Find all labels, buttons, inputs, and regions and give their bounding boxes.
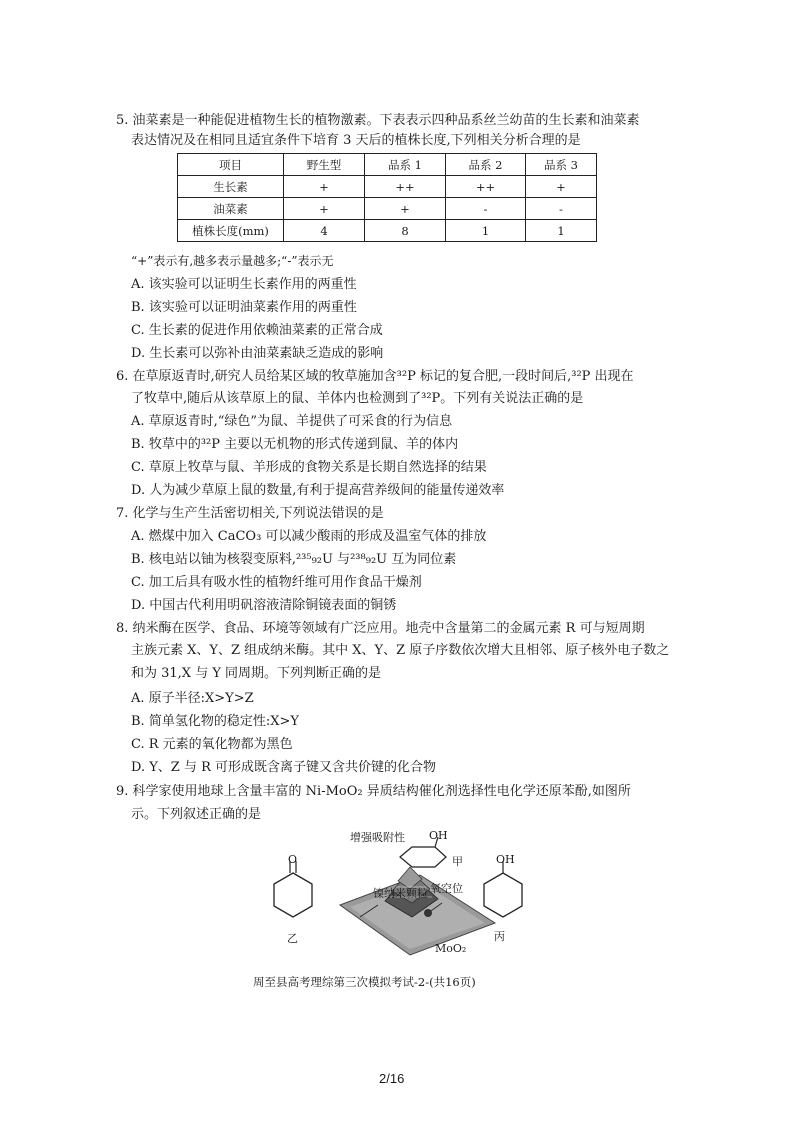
q8-stem-line1: 8. 纳米酶在医学、食品、环境等领域有广泛应用。地壳中含量第二的金属元素 R 可与短周期 xyxy=(116,621,645,636)
table-cell: + xyxy=(284,176,365,198)
label-oh-right: OH xyxy=(496,853,515,866)
q6-option-d: D. 人为减少草原上鼠的数量,有利于提高营养级间的能量传递效率 xyxy=(131,483,505,498)
table-row xyxy=(178,198,597,220)
table-cell: 4 xyxy=(284,220,365,242)
table-cell: + xyxy=(365,198,446,220)
q8-option-c: C. R 元素的氧化物都为黑色 xyxy=(131,737,293,752)
label-oxygen-vacancy: 氧空位 xyxy=(430,882,463,895)
q9-stem-line1: 9. 科学家使用地球上含量丰富的 Ni-MoO₂ 异质结构催化剂选择性电化学还原苯酚,如图所 xyxy=(116,784,631,799)
table-header-row xyxy=(178,154,597,176)
table-cell: 植株长度(mm) xyxy=(178,220,284,242)
q8-stem-line2: 主族元素 X、Y、Z 组成纳米酶。其中 X、Y、Z 原子序数依次增大且相邻、原子核外电子数之 xyxy=(131,643,670,658)
table-header-cell: 项目 xyxy=(178,154,284,176)
label-oh-top: OH xyxy=(429,829,448,842)
label-jia: 甲 xyxy=(452,855,463,868)
q5-data-table xyxy=(177,153,597,242)
cyclohexanone-molecule xyxy=(268,855,318,935)
label-ni-nanoparticle: 镍纳米颗粒 xyxy=(373,887,428,900)
label-moo2: MoO₂ xyxy=(435,942,467,955)
q5-option-c: C. 生长素的促进作用依赖油菜素的正常合成 xyxy=(131,323,383,338)
table-cell: - xyxy=(446,198,526,220)
q7-option-a: A. 燃煤中加入 CaCO₃ 可以减少酸雨的形成及温室气体的排放 xyxy=(131,529,487,544)
q5-option-d: D. 生长素可以弥补由油菜素缺乏造成的影响 xyxy=(131,346,384,361)
q6-option-c: C. 草原上牧草与鼠、羊形成的食物关系是长期自然选择的结果 xyxy=(131,460,487,475)
page-footer: 周至县高考理综第三次模拟考试-2-(共16页) xyxy=(253,975,476,989)
table-row xyxy=(178,220,597,242)
table-header-cell: 品系 1 xyxy=(365,154,446,176)
cyclohexanol-molecule xyxy=(478,855,528,935)
q8-option-d: D. Y、Z 与 R 可形成既含离子键又含共价键的化合物 xyxy=(131,760,437,775)
q5-option-b: B. 该实验可以证明油菜素作用的两重性 xyxy=(131,300,357,315)
page-number: 2/16 xyxy=(379,1071,405,1086)
q5-option-a: A. 该实验可以证明生长素作用的两重性 xyxy=(131,277,357,292)
table-cell: + xyxy=(284,198,365,220)
table-row xyxy=(178,176,597,198)
table-cell: 生长素 xyxy=(178,176,284,198)
q8-option-b: B. 简单氢化物的稳定性:X>Y xyxy=(131,714,299,729)
table-cell: 油菜素 xyxy=(178,198,284,220)
table-cell: - xyxy=(526,198,597,220)
table-cell: ++ xyxy=(365,176,446,198)
q8-option-a: A. 原子半径:X>Y>Z xyxy=(131,691,254,706)
table-cell: 1 xyxy=(446,220,526,242)
table-header-cell: 品系 3 xyxy=(526,154,597,176)
q7-option-b: B. 核电站以铀为核裂变原料,²³⁵₉₂U 与²³⁸₉₂U 互为同位素 xyxy=(131,552,457,567)
q7-option-d: D. 中国古代利用明矾溶液清除铜镜表面的铜锈 xyxy=(131,598,397,613)
q5-table-note: “+”表示有,越多表示量越多;“-”表示无 xyxy=(131,254,334,268)
table-cell: 1 xyxy=(526,220,597,242)
q9-stem-line2: 示。下列叙述正确的是 xyxy=(131,807,262,822)
label-o: O xyxy=(288,853,298,866)
q6-option-a: A. 草原返青时,“绿色”为鼠、羊提供了可采食的行为信息 xyxy=(131,414,453,429)
q5-stem-line1: 5. 油菜素是一种能促进植物生长的植物激素。下表表示四种品系丝兰幼苗的生长素和油菜素 xyxy=(116,113,640,128)
q7-option-c: C. 加工后具有吸水性的植物纤维可用作食品干燥剂 xyxy=(131,575,422,590)
q6-option-b: B. 牧草中的³²P 主要以无机物的形式传递到鼠、羊的体内 xyxy=(131,437,459,452)
table-header-cell: 品系 2 xyxy=(446,154,526,176)
table-cell: 8 xyxy=(365,220,446,242)
table-cell: + xyxy=(526,176,597,198)
q5-stem-line2: 表达情况及在相同且适宜条件下培育 3 天后的植株长度,下列相关分析合理的是 xyxy=(131,133,581,148)
table-cell: ++ xyxy=(446,176,526,198)
table-header-cell: 野生型 xyxy=(284,154,365,176)
q6-stem-line2: 了牧草中,随后从该草原上的鼠、羊体内也检测到了³²P。下列有关说法正确的是 xyxy=(131,391,584,406)
q6-stem-line1: 6. 在草原返青时,研究人员给某区域的牧草施加含³²P 标记的复合肥,一段时间后,³²P 出现在 xyxy=(116,369,634,384)
label-bing: 丙 xyxy=(494,930,505,943)
q8-stem-line3: 和为 31,X 与 Y 同周期。下列判断正确的是 xyxy=(131,666,382,681)
q7-stem-line1: 7. 化学与生产生活密切相关,下列说法错误的是 xyxy=(116,506,384,521)
label-enhanced-adsorption: 增强吸附性 xyxy=(350,831,405,844)
label-yi: 乙 xyxy=(287,932,298,945)
